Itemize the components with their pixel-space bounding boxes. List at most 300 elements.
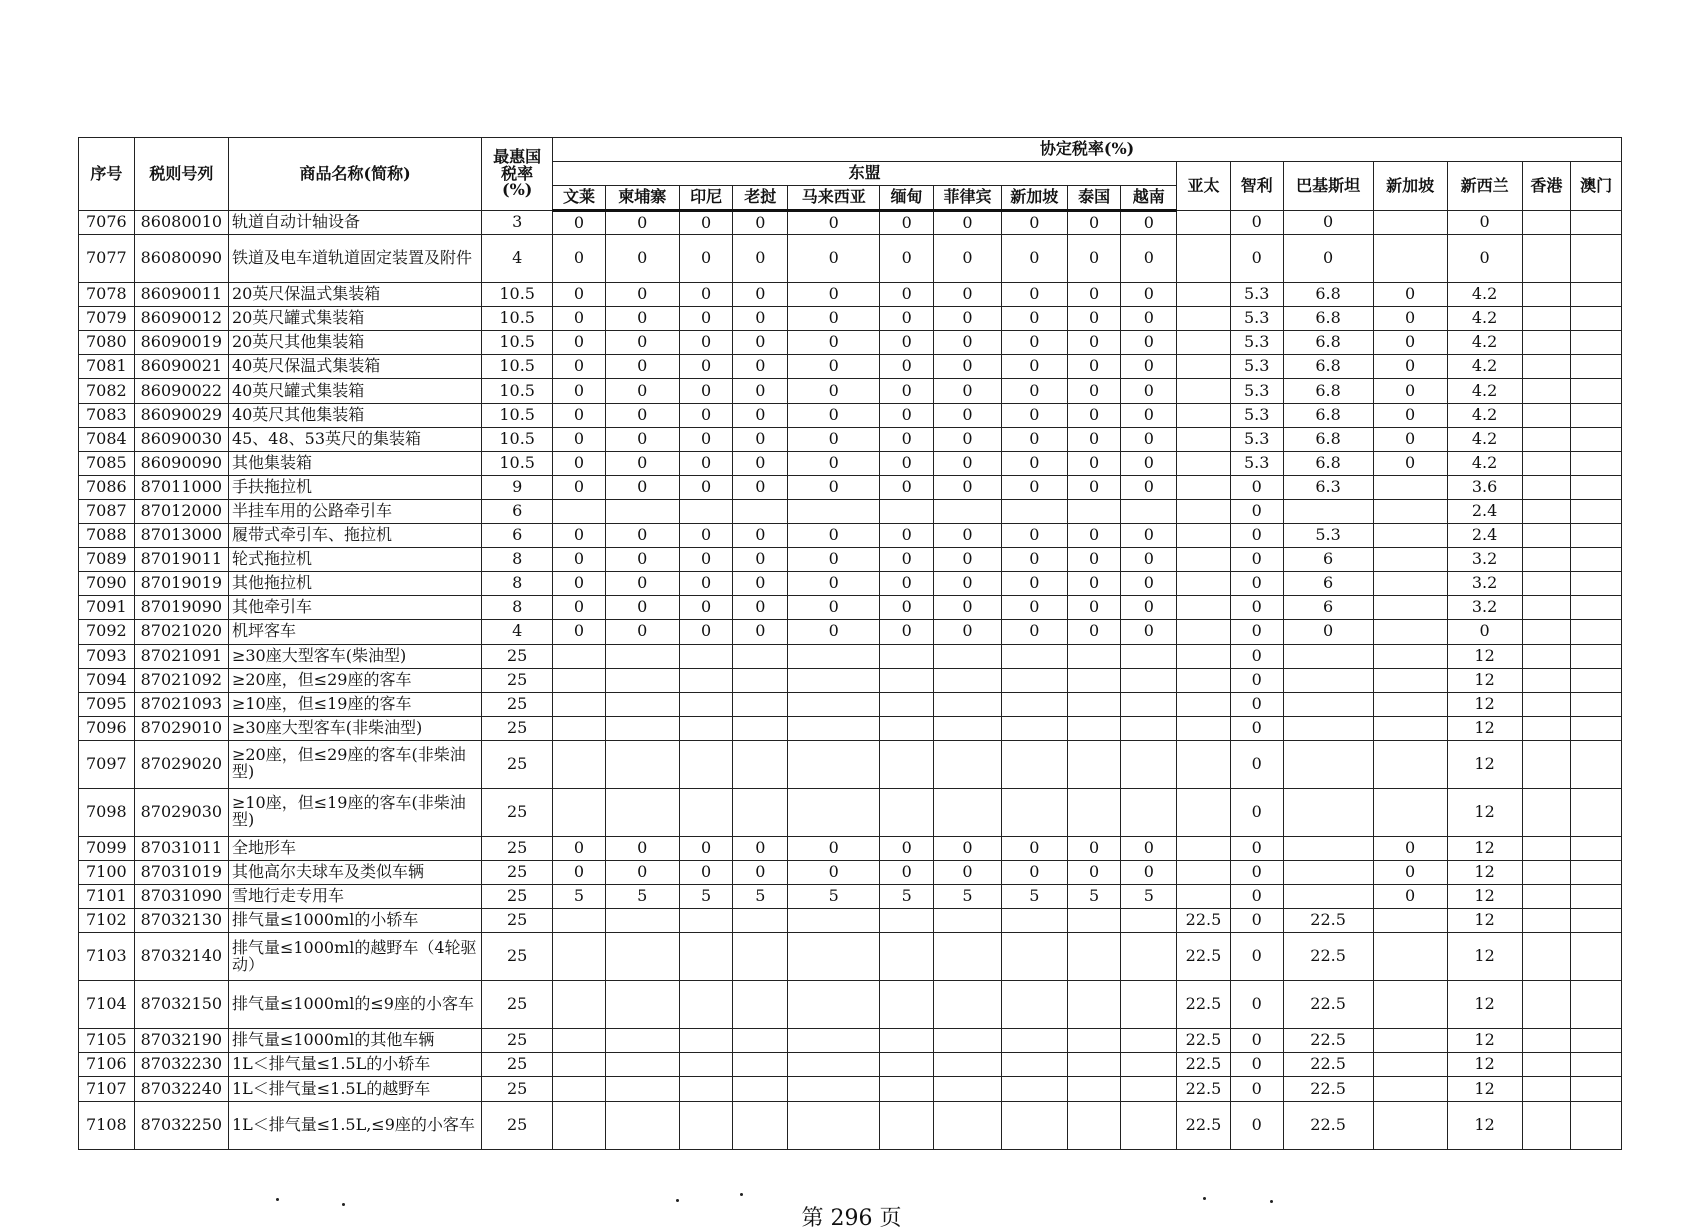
seq-cell: 7084 xyxy=(79,427,135,451)
asean-cambodia-cell xyxy=(605,909,679,933)
asean-myanmar-cell: 0 xyxy=(880,355,934,379)
name-cell: 轨道自动计轴设备 xyxy=(228,211,481,235)
singapore-cell xyxy=(1373,933,1447,981)
asean-laos-cell: 0 xyxy=(733,620,788,644)
asean-myanmar-cell: 0 xyxy=(880,572,934,596)
asean-brunei-cell xyxy=(553,1029,606,1053)
asean-singapore-cell: 0 xyxy=(1001,548,1067,572)
new-zealand-cell: 12 xyxy=(1447,933,1522,981)
asean-cambodia-cell xyxy=(605,716,679,740)
asean-myanmar-cell: 0 xyxy=(880,548,934,572)
asean-malaysia-cell: 0 xyxy=(788,211,880,235)
code-cell: 87032190 xyxy=(134,1029,228,1053)
new-zealand-cell: 12 xyxy=(1447,836,1522,860)
hong-kong-cell xyxy=(1522,548,1571,572)
asean-brunei-cell xyxy=(553,692,606,716)
asean-vietnam-cell xyxy=(1121,716,1177,740)
name-cell: 1L＜排气量≤1.5L,≤9座的小客车 xyxy=(228,1101,481,1149)
asean-laos-cell: 0 xyxy=(733,331,788,355)
seq-cell: 7101 xyxy=(79,885,135,909)
asean-singapore-cell: 5 xyxy=(1001,885,1067,909)
name-cell: 排气量≤1000ml的其他车辆 xyxy=(228,1029,481,1053)
apta-cell xyxy=(1177,740,1231,788)
pakistan-cell xyxy=(1283,740,1373,788)
asean-laos-cell xyxy=(733,788,788,836)
singapore-cell: 0 xyxy=(1373,860,1447,884)
singapore-cell: 0 xyxy=(1373,379,1447,403)
asean-philippines-cell: 0 xyxy=(934,524,1002,548)
asean-malaysia-cell: 0 xyxy=(788,596,880,620)
hong-kong-cell xyxy=(1522,788,1571,836)
new-zealand-cell: 12 xyxy=(1447,909,1522,933)
name-cell: 20英尺保温式集装箱 xyxy=(228,283,481,307)
mfn-rate-cell: 25 xyxy=(482,933,553,981)
pakistan-cell: 22.5 xyxy=(1283,1053,1373,1077)
asean-myanmar-cell: 0 xyxy=(880,283,934,307)
mfn-rate-cell: 9 xyxy=(482,475,553,499)
asean-myanmar-cell: 0 xyxy=(880,524,934,548)
apta-cell: 22.5 xyxy=(1177,1053,1231,1077)
singapore-cell xyxy=(1373,668,1447,692)
chile-cell: 0 xyxy=(1230,1101,1283,1149)
asean-vietnam-cell xyxy=(1121,644,1177,668)
asean-philippines-cell: 0 xyxy=(934,283,1002,307)
code-cell: 87029010 xyxy=(134,716,228,740)
asean-singapore-cell: 0 xyxy=(1001,860,1067,884)
asean-laos-cell xyxy=(733,692,788,716)
chile-cell: 0 xyxy=(1230,981,1283,1029)
asean-malaysia-cell xyxy=(788,909,880,933)
asean-thailand-cell: 0 xyxy=(1067,403,1121,427)
scan-speck xyxy=(342,1203,345,1206)
asean-myanmar-cell: 0 xyxy=(880,331,934,355)
macau-cell xyxy=(1571,307,1622,331)
hong-kong-cell xyxy=(1522,620,1571,644)
asean-malaysia-cell: 5 xyxy=(788,885,880,909)
pakistan-cell xyxy=(1283,860,1373,884)
macau-cell xyxy=(1571,740,1622,788)
table-row xyxy=(79,475,1622,499)
pakistan-cell xyxy=(1283,716,1373,740)
singapore-cell xyxy=(1373,620,1447,644)
asean-singapore-cell xyxy=(1001,933,1067,981)
header-asean-philippines: 菲律宾 xyxy=(934,186,1002,211)
asean-singapore-cell: 0 xyxy=(1001,403,1067,427)
new-zealand-cell: 4.2 xyxy=(1447,427,1522,451)
mfn-rate-cell: 25 xyxy=(482,692,553,716)
hong-kong-cell xyxy=(1522,211,1571,235)
singapore-cell xyxy=(1373,788,1447,836)
new-zealand-cell: 3.2 xyxy=(1447,596,1522,620)
asean-thailand-cell: 0 xyxy=(1067,572,1121,596)
asean-philippines-cell: 0 xyxy=(934,548,1002,572)
pakistan-cell: 6.8 xyxy=(1283,403,1373,427)
macau-cell xyxy=(1571,644,1622,668)
name-cell: 20英尺其他集装箱 xyxy=(228,331,481,355)
pakistan-cell: 6.8 xyxy=(1283,283,1373,307)
asean-singapore-cell xyxy=(1001,644,1067,668)
macau-cell xyxy=(1571,836,1622,860)
name-cell: 排气量≤1000ml的≤9座的小客车 xyxy=(228,981,481,1029)
header-name: 商品名称(简称) xyxy=(228,138,481,211)
asean-singapore-cell: 0 xyxy=(1001,572,1067,596)
asean-vietnam-cell xyxy=(1121,692,1177,716)
hong-kong-cell xyxy=(1522,596,1571,620)
asean-malaysia-cell: 0 xyxy=(788,307,880,331)
seq-cell: 7078 xyxy=(79,283,135,307)
code-cell: 87029020 xyxy=(134,740,228,788)
apta-cell xyxy=(1177,403,1231,427)
seq-cell: 7093 xyxy=(79,644,135,668)
asean-philippines-cell xyxy=(934,716,1002,740)
header-mfn-rate: 最惠国税率(%) xyxy=(482,138,553,211)
table-row xyxy=(79,981,1622,1029)
mfn-rate-cell: 25 xyxy=(482,788,553,836)
code-cell: 87019090 xyxy=(134,596,228,620)
seq-cell: 7076 xyxy=(79,211,135,235)
asean-cambodia-cell: 0 xyxy=(605,355,679,379)
new-zealand-cell: 0 xyxy=(1447,211,1522,235)
asean-thailand-cell: 0 xyxy=(1067,620,1121,644)
asean-indonesia-cell: 0 xyxy=(679,283,733,307)
asean-indonesia-cell: 5 xyxy=(679,885,733,909)
apta-cell xyxy=(1177,548,1231,572)
header-asean: 东盟 xyxy=(553,162,1177,186)
code-cell: 86090029 xyxy=(134,403,228,427)
pakistan-cell xyxy=(1283,885,1373,909)
header-pakistan: 巴基斯坦 xyxy=(1283,162,1373,211)
asean-myanmar-cell xyxy=(880,740,934,788)
asean-philippines-cell: 0 xyxy=(934,427,1002,451)
name-cell: 机坪客车 xyxy=(228,620,481,644)
code-cell: 87021091 xyxy=(134,644,228,668)
mfn-rate-cell: 10.5 xyxy=(482,331,553,355)
asean-brunei-cell xyxy=(553,740,606,788)
asean-malaysia-cell: 0 xyxy=(788,235,880,283)
new-zealand-cell: 2.4 xyxy=(1447,524,1522,548)
apta-cell xyxy=(1177,355,1231,379)
pakistan-cell: 22.5 xyxy=(1283,981,1373,1029)
hong-kong-cell xyxy=(1522,1029,1571,1053)
asean-indonesia-cell: 0 xyxy=(679,524,733,548)
asean-thailand-cell: 0 xyxy=(1067,451,1121,475)
name-cell: 履带式牵引车、拖拉机 xyxy=(228,524,481,548)
hong-kong-cell xyxy=(1522,1077,1571,1101)
scan-speck xyxy=(740,1193,743,1196)
asean-malaysia-cell xyxy=(788,644,880,668)
chile-cell: 0 xyxy=(1230,933,1283,981)
asean-brunei-cell: 0 xyxy=(553,475,606,499)
hong-kong-cell xyxy=(1522,668,1571,692)
asean-indonesia-cell xyxy=(679,1029,733,1053)
table-row xyxy=(79,788,1622,836)
name-cell: 其他集装箱 xyxy=(228,451,481,475)
table-row xyxy=(79,1077,1622,1101)
asean-brunei-cell: 0 xyxy=(553,620,606,644)
asean-vietnam-cell xyxy=(1121,788,1177,836)
singapore-cell xyxy=(1373,740,1447,788)
scan-speck xyxy=(1203,1197,1206,1200)
asean-cambodia-cell xyxy=(605,981,679,1029)
asean-cambodia-cell: 0 xyxy=(605,307,679,331)
seq-cell: 7086 xyxy=(79,475,135,499)
seq-cell: 7102 xyxy=(79,909,135,933)
new-zealand-cell: 12 xyxy=(1447,716,1522,740)
pakistan-cell xyxy=(1283,668,1373,692)
asean-vietnam-cell: 0 xyxy=(1121,283,1177,307)
new-zealand-cell: 12 xyxy=(1447,981,1522,1029)
asean-vietnam-cell xyxy=(1121,909,1177,933)
hong-kong-cell xyxy=(1522,379,1571,403)
asean-vietnam-cell xyxy=(1121,1029,1177,1053)
table-row xyxy=(79,379,1622,403)
asean-indonesia-cell: 0 xyxy=(679,427,733,451)
asean-indonesia-cell xyxy=(679,1053,733,1077)
asean-singapore-cell: 0 xyxy=(1001,331,1067,355)
asean-philippines-cell: 0 xyxy=(934,475,1002,499)
asean-singapore-cell xyxy=(1001,1101,1067,1149)
asean-indonesia-cell: 0 xyxy=(679,572,733,596)
new-zealand-cell: 4.2 xyxy=(1447,451,1522,475)
new-zealand-cell: 12 xyxy=(1447,885,1522,909)
asean-indonesia-cell xyxy=(679,788,733,836)
new-zealand-cell: 0 xyxy=(1447,235,1522,283)
mfn-rate-cell: 4 xyxy=(482,235,553,283)
name-cell: 40英尺保温式集装箱 xyxy=(228,355,481,379)
asean-laos-cell: 0 xyxy=(733,860,788,884)
asean-cambodia-cell: 5 xyxy=(605,885,679,909)
singapore-cell: 0 xyxy=(1373,403,1447,427)
mfn-rate-cell: 10.5 xyxy=(482,307,553,331)
code-cell: 87019011 xyxy=(134,548,228,572)
asean-vietnam-cell: 0 xyxy=(1121,379,1177,403)
table-row xyxy=(79,909,1622,933)
pakistan-cell: 6.8 xyxy=(1283,451,1373,475)
header-asean-myanmar: 缅甸 xyxy=(880,186,934,211)
asean-cambodia-cell xyxy=(605,788,679,836)
seq-cell: 7103 xyxy=(79,933,135,981)
hong-kong-cell xyxy=(1522,933,1571,981)
asean-vietnam-cell: 0 xyxy=(1121,211,1177,235)
asean-laos-cell: 0 xyxy=(733,307,788,331)
seq-cell: 7092 xyxy=(79,620,135,644)
asean-vietnam-cell: 0 xyxy=(1121,451,1177,475)
code-cell: 87031011 xyxy=(134,836,228,860)
macau-cell xyxy=(1571,788,1622,836)
asean-myanmar-cell xyxy=(880,933,934,981)
asean-brunei-cell: 5 xyxy=(553,885,606,909)
pakistan-cell: 6.8 xyxy=(1283,355,1373,379)
chile-cell: 0 xyxy=(1230,499,1283,523)
name-cell: 雪地行走专用车 xyxy=(228,885,481,909)
asean-thailand-cell xyxy=(1067,1029,1121,1053)
macau-cell xyxy=(1571,451,1622,475)
chile-cell: 0 xyxy=(1230,596,1283,620)
new-zealand-cell: 4.2 xyxy=(1447,379,1522,403)
asean-philippines-cell: 0 xyxy=(934,596,1002,620)
asean-indonesia-cell xyxy=(679,909,733,933)
mfn-rate-cell: 25 xyxy=(482,716,553,740)
code-cell: 86080090 xyxy=(134,235,228,283)
table-row xyxy=(79,740,1622,788)
seq-cell: 7096 xyxy=(79,716,135,740)
singapore-cell: 0 xyxy=(1373,355,1447,379)
table-row xyxy=(79,620,1622,644)
apta-cell xyxy=(1177,307,1231,331)
asean-thailand-cell: 0 xyxy=(1067,524,1121,548)
pakistan-cell: 22.5 xyxy=(1283,1077,1373,1101)
asean-malaysia-cell xyxy=(788,499,880,523)
apta-cell xyxy=(1177,860,1231,884)
asean-laos-cell: 0 xyxy=(733,596,788,620)
asean-vietnam-cell xyxy=(1121,1077,1177,1101)
macau-cell xyxy=(1571,668,1622,692)
seq-cell: 7085 xyxy=(79,451,135,475)
asean-malaysia-cell: 0 xyxy=(788,620,880,644)
asean-brunei-cell xyxy=(553,909,606,933)
mfn-rate-cell: 25 xyxy=(482,1101,553,1149)
asean-laos-cell xyxy=(733,499,788,523)
asean-malaysia-cell xyxy=(788,740,880,788)
macau-cell xyxy=(1571,596,1622,620)
name-cell: 其他高尔夫球车及类似车辆 xyxy=(228,860,481,884)
asean-indonesia-cell xyxy=(679,668,733,692)
asean-myanmar-cell: 0 xyxy=(880,596,934,620)
header-chile: 智利 xyxy=(1230,162,1283,211)
singapore-cell xyxy=(1373,596,1447,620)
singapore-cell xyxy=(1373,211,1447,235)
name-cell: 半挂车用的公路牵引车 xyxy=(228,499,481,523)
apta-cell xyxy=(1177,692,1231,716)
asean-malaysia-cell: 0 xyxy=(788,403,880,427)
singapore-cell xyxy=(1373,235,1447,283)
chile-cell: 0 xyxy=(1230,716,1283,740)
name-cell: 其他拖拉机 xyxy=(228,572,481,596)
asean-thailand-cell: 0 xyxy=(1067,211,1121,235)
asean-myanmar-cell: 0 xyxy=(880,307,934,331)
asean-malaysia-cell: 0 xyxy=(788,572,880,596)
asean-malaysia-cell: 0 xyxy=(788,283,880,307)
asean-cambodia-cell xyxy=(605,740,679,788)
new-zealand-cell: 0 xyxy=(1447,620,1522,644)
singapore-cell xyxy=(1373,692,1447,716)
hong-kong-cell xyxy=(1522,860,1571,884)
singapore-cell xyxy=(1373,1077,1447,1101)
code-cell: 87012000 xyxy=(134,499,228,523)
asean-singapore-cell xyxy=(1001,981,1067,1029)
asean-philippines-cell xyxy=(934,668,1002,692)
table-row xyxy=(79,355,1622,379)
mfn-rate-cell: 25 xyxy=(482,885,553,909)
asean-cambodia-cell: 0 xyxy=(605,427,679,451)
singapore-cell: 0 xyxy=(1373,427,1447,451)
chile-cell: 0 xyxy=(1230,860,1283,884)
asean-vietnam-cell: 0 xyxy=(1121,307,1177,331)
table-row xyxy=(79,885,1622,909)
asean-cambodia-cell: 0 xyxy=(605,620,679,644)
name-cell: 排气量≤1000ml的小轿车 xyxy=(228,909,481,933)
table-row xyxy=(79,499,1622,523)
asean-laos-cell: 0 xyxy=(733,283,788,307)
seq-cell: 7090 xyxy=(79,572,135,596)
asean-cambodia-cell xyxy=(605,1053,679,1077)
asean-laos-cell xyxy=(733,668,788,692)
apta-cell xyxy=(1177,499,1231,523)
asean-singapore-cell xyxy=(1001,909,1067,933)
asean-thailand-cell xyxy=(1067,1101,1121,1149)
singapore-cell: 0 xyxy=(1373,885,1447,909)
mfn-rate-cell: 25 xyxy=(482,1029,553,1053)
mfn-rate-cell: 25 xyxy=(482,1053,553,1077)
asean-philippines-cell: 0 xyxy=(934,307,1002,331)
asean-myanmar-cell: 0 xyxy=(880,427,934,451)
asean-thailand-cell: 0 xyxy=(1067,860,1121,884)
seq-cell: 7105 xyxy=(79,1029,135,1053)
asean-laos-cell: 0 xyxy=(733,475,788,499)
macau-cell xyxy=(1571,716,1622,740)
asean-indonesia-cell xyxy=(679,716,733,740)
asean-myanmar-cell xyxy=(880,668,934,692)
asean-laos-cell: 0 xyxy=(733,572,788,596)
asean-brunei-cell: 0 xyxy=(553,524,606,548)
asean-brunei-cell: 0 xyxy=(553,235,606,283)
asean-vietnam-cell xyxy=(1121,499,1177,523)
asean-brunei-cell: 0 xyxy=(553,331,606,355)
apta-cell xyxy=(1177,836,1231,860)
table-row xyxy=(79,836,1622,860)
pakistan-cell: 5.3 xyxy=(1283,524,1373,548)
asean-brunei-cell: 0 xyxy=(553,860,606,884)
new-zealand-cell: 12 xyxy=(1447,1029,1522,1053)
macau-cell xyxy=(1571,1077,1622,1101)
asean-vietnam-cell: 0 xyxy=(1121,836,1177,860)
asean-indonesia-cell: 0 xyxy=(679,331,733,355)
asean-malaysia-cell: 0 xyxy=(788,475,880,499)
apta-cell: 22.5 xyxy=(1177,1077,1231,1101)
name-cell: ≥10座，但≤19座的客车 xyxy=(228,692,481,716)
new-zealand-cell: 12 xyxy=(1447,1077,1522,1101)
singapore-cell xyxy=(1373,475,1447,499)
asean-thailand-cell: 0 xyxy=(1067,379,1121,403)
asean-myanmar-cell xyxy=(880,692,934,716)
asean-laos-cell: 0 xyxy=(733,379,788,403)
asean-malaysia-cell xyxy=(788,668,880,692)
asean-philippines-cell: 0 xyxy=(934,836,1002,860)
new-zealand-cell: 4.2 xyxy=(1447,331,1522,355)
asean-indonesia-cell: 0 xyxy=(679,860,733,884)
asean-vietnam-cell xyxy=(1121,933,1177,981)
code-cell: 86090012 xyxy=(134,307,228,331)
asean-indonesia-cell: 0 xyxy=(679,403,733,427)
singapore-cell xyxy=(1373,572,1447,596)
hong-kong-cell xyxy=(1522,572,1571,596)
new-zealand-cell: 12 xyxy=(1447,1053,1522,1077)
asean-brunei-cell: 0 xyxy=(553,403,606,427)
asean-thailand-cell xyxy=(1067,981,1121,1029)
code-cell: 87032250 xyxy=(134,1101,228,1149)
macau-cell xyxy=(1571,1053,1622,1077)
asean-vietnam-cell: 0 xyxy=(1121,355,1177,379)
asean-brunei-cell: 0 xyxy=(553,572,606,596)
asean-brunei-cell xyxy=(553,668,606,692)
asean-singapore-cell: 0 xyxy=(1001,620,1067,644)
asean-cambodia-cell xyxy=(605,1029,679,1053)
pakistan-cell: 6.8 xyxy=(1283,331,1373,355)
table-row xyxy=(79,548,1622,572)
asean-cambodia-cell: 0 xyxy=(605,211,679,235)
asean-thailand-cell: 0 xyxy=(1067,836,1121,860)
asean-laos-cell xyxy=(733,981,788,1029)
